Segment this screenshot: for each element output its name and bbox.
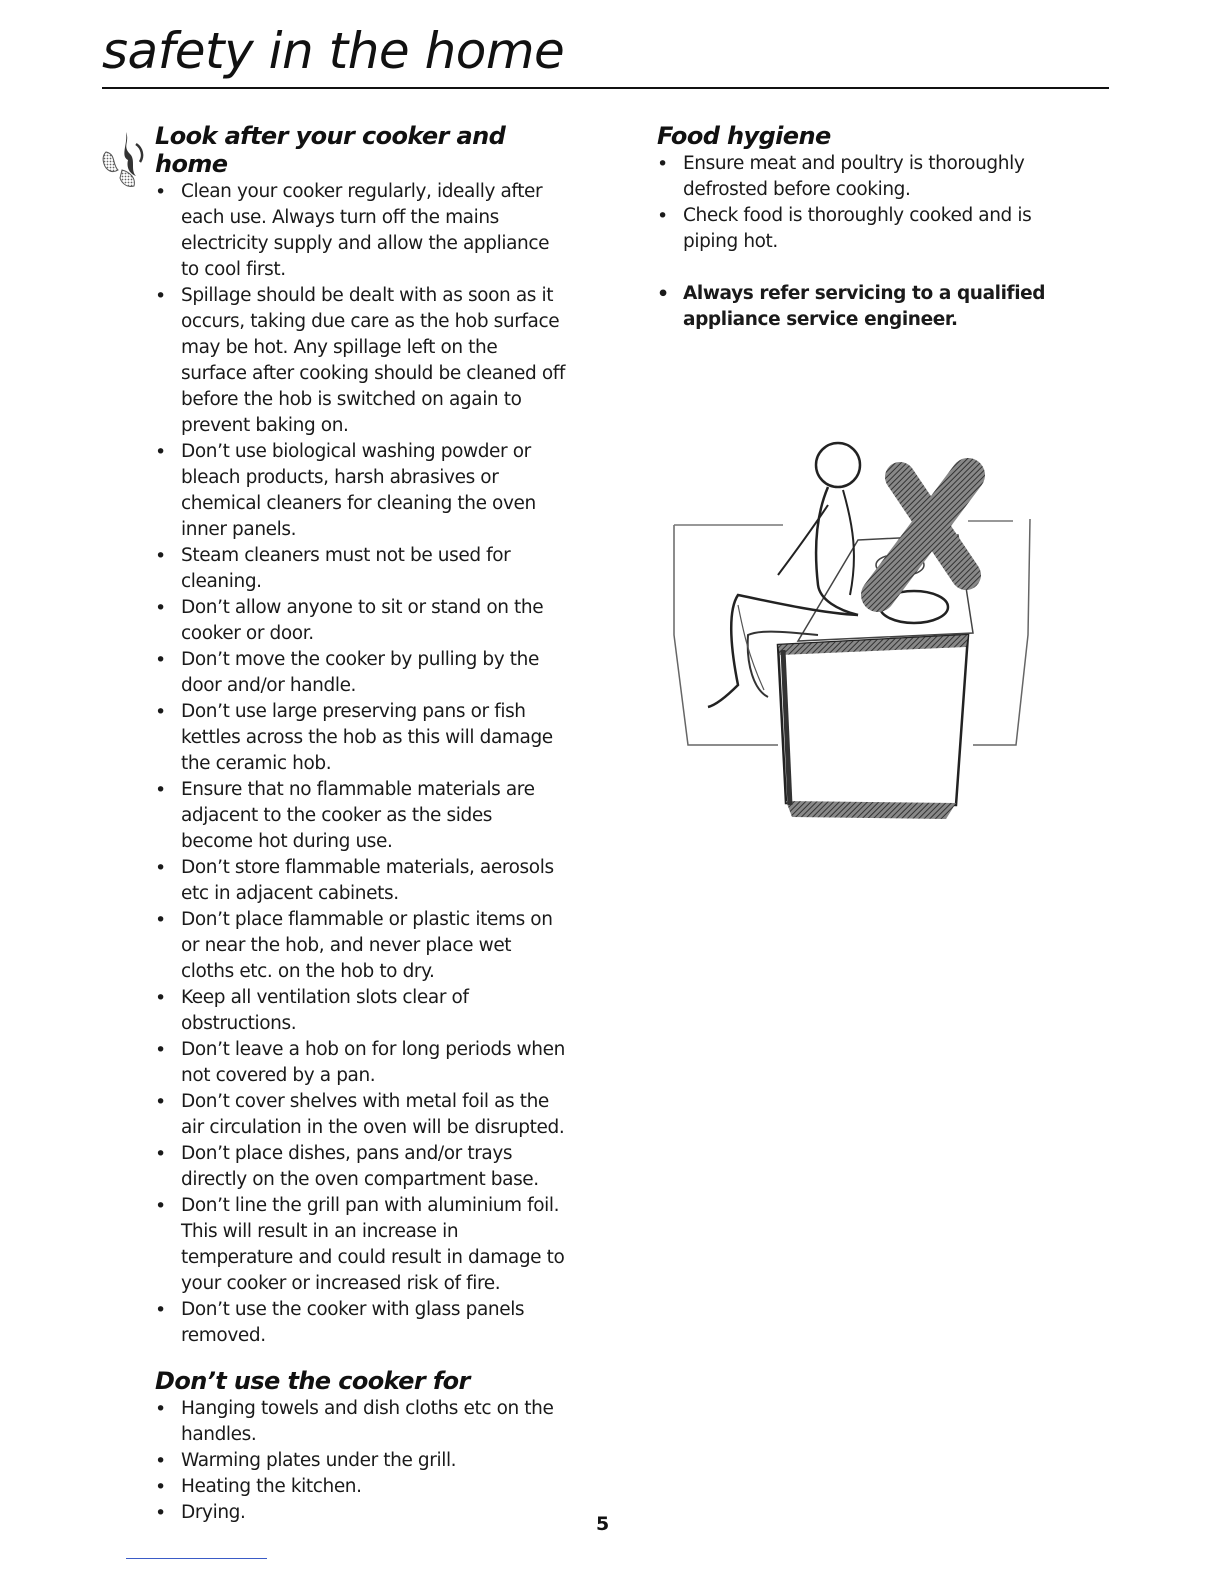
list-item: • Ensure meat and poultry is thoroughly defrosted before cooking. <box>657 151 1057 203</box>
list-item: • Steam cleaners must not be used for cleaning. <box>155 543 565 595</box>
section-heading-dont-use: Don’t use the cooker for <box>155 1367 470 1395</box>
list-item: • Don’t cover shelves with metal foil as the air circulation in the oven will be disrupted. <box>155 1089 565 1141</box>
list-item: • Don’t line the grill pan with aluminium foil. This will result in an increase in temperature and could result in damage to your cooker or increased risk of fire. <box>155 1193 565 1297</box>
list-item: • Don’t use large preserving pans or fish kettles across the hob as this will damage the ceramic hob. <box>155 699 565 777</box>
page-number: 5 <box>596 1513 610 1535</box>
list-item: • Heating the kitchen. <box>155 1474 565 1500</box>
list-item: • Don’t store flammable materials, aerosols etc in adjacent cabinets. <box>155 855 565 907</box>
person-sitting-on-cooker-crossed-out-illustration <box>668 435 1038 825</box>
list-item: • Clean your cooker regularly, ideally after each use. Always turn off the mains electricity supply and allow the appliance to cool first. <box>155 179 565 283</box>
food-hygiene-list <box>657 151 1057 333</box>
section-heading-cooker-care: Look after your cooker and home <box>155 122 506 178</box>
list-item: • Check food is thoroughly cooked and is piping hot. <box>657 203 1057 255</box>
cooker-care-list <box>155 179 565 1349</box>
footer-divider <box>126 1558 267 1559</box>
list-item: • Ensure that no flammable materials are adjacent to the cooker as the sides become hot during use. <box>155 777 565 855</box>
title-rule <box>102 87 1109 89</box>
list-item: • Don’t place dishes, pans and/or trays directly on the oven compartment base. <box>155 1141 565 1193</box>
list-item: • Drying. <box>155 1500 565 1526</box>
right-column <box>657 122 1057 333</box>
list-item: • Don’t move the cooker by pulling by the door and/or handle. <box>155 647 565 699</box>
section-heading-food-hygiene: Food hygiene <box>657 122 831 150</box>
list-item: • Warming plates under the grill. <box>155 1448 565 1474</box>
cleaning-sparkle-icon <box>100 130 148 192</box>
list-item: • Don’t use biological washing powder or bleach products, harsh abrasives or chemical cleaners for cleaning the oven inner panels. <box>155 439 565 543</box>
list-item: • Don’t use the cooker with glass panels removed. <box>155 1297 565 1349</box>
list-item: • Keep all ventilation slots clear of obstructions. <box>155 985 565 1037</box>
list-item: • Hanging towels and dish cloths etc on the handles. <box>155 1396 565 1448</box>
dont-use-list <box>155 1396 565 1526</box>
list-item: • Spillage should be dealt with as soon as it occurs, taking due care as the hob surface may be hot. Any spillage left on the surface after cooking should be cleaned off before the hob is switched on again to prevent baking on. <box>155 283 565 439</box>
list-item: • Don’t allow anyone to sit or stand on the cooker or door. <box>155 595 565 647</box>
list-item: • Don’t place flammable or plastic items on or near the hob, and never place wet cloths etc. on the hob to dry. <box>155 907 565 985</box>
left-column <box>155 122 565 1526</box>
page-title: safety in the home <box>102 22 565 80</box>
servicing-warning: • Always refer servicing to a qualified appliance service engineer. <box>657 281 1057 333</box>
list-item: • Don’t leave a hob on for long periods when not covered by a pan. <box>155 1037 565 1089</box>
